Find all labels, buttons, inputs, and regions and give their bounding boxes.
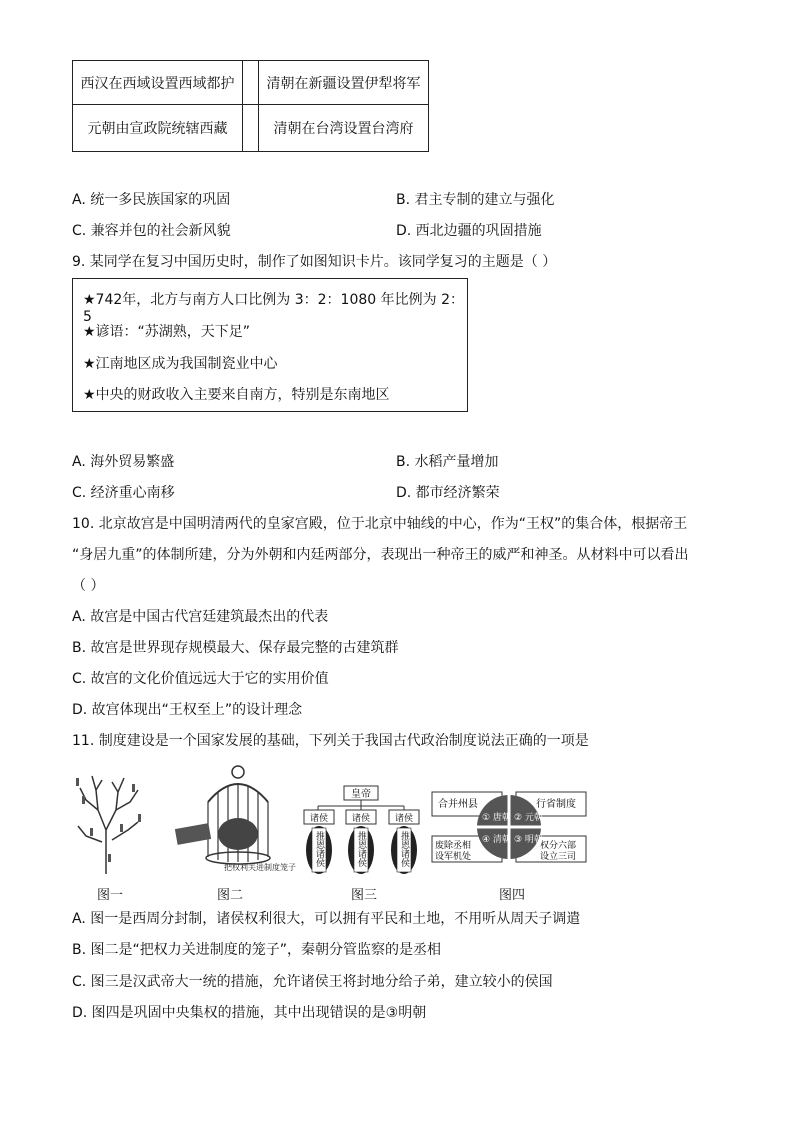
card-line: ★中央的财政收入主要来自南方，特别是东南地区 <box>83 387 390 403</box>
card-line: ★谚语：“苏湖熟，天下足” <box>83 324 251 340</box>
figure-caption: 图四 <box>499 888 526 903</box>
leaf-label: 推恩诸侯 <box>314 831 324 867</box>
option-c[interactable]: C. 故宫的文化价值远远大于它的实用价值 <box>72 671 329 687</box>
table-spacer <box>242 60 259 105</box>
quadrant-label: ② 元朝 <box>514 813 543 823</box>
figure-caption: 图二 <box>217 888 244 903</box>
knowledge-card <box>72 278 468 412</box>
option-b[interactable]: B. 故宫是世界现存规模最大、保存最完整的古建筑群 <box>72 640 399 656</box>
option-a[interactable]: A. 图一是西周分封制，诸侯权利很大，可以拥有平民和土地，不用听从周天子调遣 <box>72 911 581 927</box>
question-10-stem: （ ） <box>72 578 105 594</box>
fig4-label: 设立三司 <box>540 852 577 862</box>
lord-label: 诸侯 <box>394 814 414 824</box>
quadrant-label: ④ 清朝 <box>482 835 511 845</box>
figure-1-tree <box>72 770 152 875</box>
figure-3-tuien <box>300 784 422 876</box>
quadrant-label: ③ 明朝 <box>514 835 543 845</box>
option-c[interactable]: C. 图三是汉武帝大一统的措施，允许诸侯王将封地分给子弟，建立较小的侯国 <box>72 974 553 990</box>
option-b[interactable]: B. 君主专制的建立与强化 <box>396 192 555 208</box>
figure-2-cage <box>168 762 296 872</box>
table-cell: 元朝由宣政院统辖西藏 <box>72 104 243 152</box>
question-9-stem: 9. 某同学在复习中国历史时，制作了如图知识卡片。该同学复习的主题是（ ） <box>72 254 557 270</box>
option-d[interactable]: D. 图四是巩固中央集权的措施，其中出现错误的是③明朝 <box>72 1005 427 1021</box>
fig4-label: 设军机处 <box>435 852 472 862</box>
option-d[interactable]: D. 西北边疆的巩固措施 <box>396 223 542 239</box>
fig4-label: 权分六部 <box>540 841 577 851</box>
fig4-label: 合并州县 <box>438 799 478 810</box>
lord-label: 诸侯 <box>309 814 329 824</box>
question-11-stem: 11. 制度建设是一个国家发展的基础，下列关于我国古代政治制度说法正确的一项是 <box>72 733 589 749</box>
option-c[interactable]: C. 兼容并包的社会新风貌 <box>72 223 231 239</box>
option-a[interactable]: A. 统一多民族国家的巩固 <box>72 192 231 208</box>
table-cell: 西汉在西域设置西域都护 <box>72 60 243 105</box>
option-d[interactable]: D. 故宫体现出“王权至上”的设计理念 <box>72 702 303 718</box>
card-line: ★江南地区成为我国制瓷业中心 <box>83 356 278 372</box>
figure-caption: 图三 <box>351 888 378 903</box>
option-a[interactable]: A. 海外贸易繁盛 <box>72 454 175 470</box>
figure-caption: 图一 <box>97 888 124 903</box>
leaf-label: 推恩诸侯 <box>356 831 366 867</box>
card-line: ★742年，北方与南方人口比例为 3：2：1080 年比例为 2：5 <box>83 292 464 325</box>
option-c[interactable]: C. 经济重心南移 <box>72 485 175 501</box>
lord-label: 诸侯 <box>351 814 371 824</box>
option-b[interactable]: B. 图二是“把权力关进制度的笼子”，秦朝分管监察的是丞相 <box>72 942 442 958</box>
question-10-stem: 10. 北京故宫是中国明清两代的皇家宫殿，位于北京中轴线的中心，作为“王权”的集合体，根据帝王 <box>72 516 688 532</box>
option-d[interactable]: D. 都市经济繁荣 <box>396 485 500 501</box>
question-10-stem: “身居九重”的体制所建，分为外朝和内廷两部分，表现出一种帝王的威严和神圣。从材料中可以看出 <box>72 547 689 563</box>
option-b[interactable]: B. 水稻产量增加 <box>396 454 499 470</box>
table-cell: 清朝在台湾设置台湾府 <box>258 104 429 152</box>
option-a[interactable]: A. 故宫是中国古代宫廷建筑最杰出的代表 <box>72 609 329 625</box>
fig4-label: 行省制度 <box>536 799 576 810</box>
leaf-label: 推恩诸侯 <box>399 831 409 867</box>
figure-2-label: 把权利关进制度笼子 <box>224 863 296 872</box>
quadrant-label: ① 唐朝 <box>482 813 511 823</box>
figure-4-dynasties <box>430 788 588 866</box>
table-spacer <box>242 104 259 152</box>
table-cell: 清朝在新疆设置伊犁将军 <box>258 60 429 105</box>
fig4-label: 废除丞相 <box>435 841 472 851</box>
emperor-label: 皇帝 <box>351 789 371 800</box>
